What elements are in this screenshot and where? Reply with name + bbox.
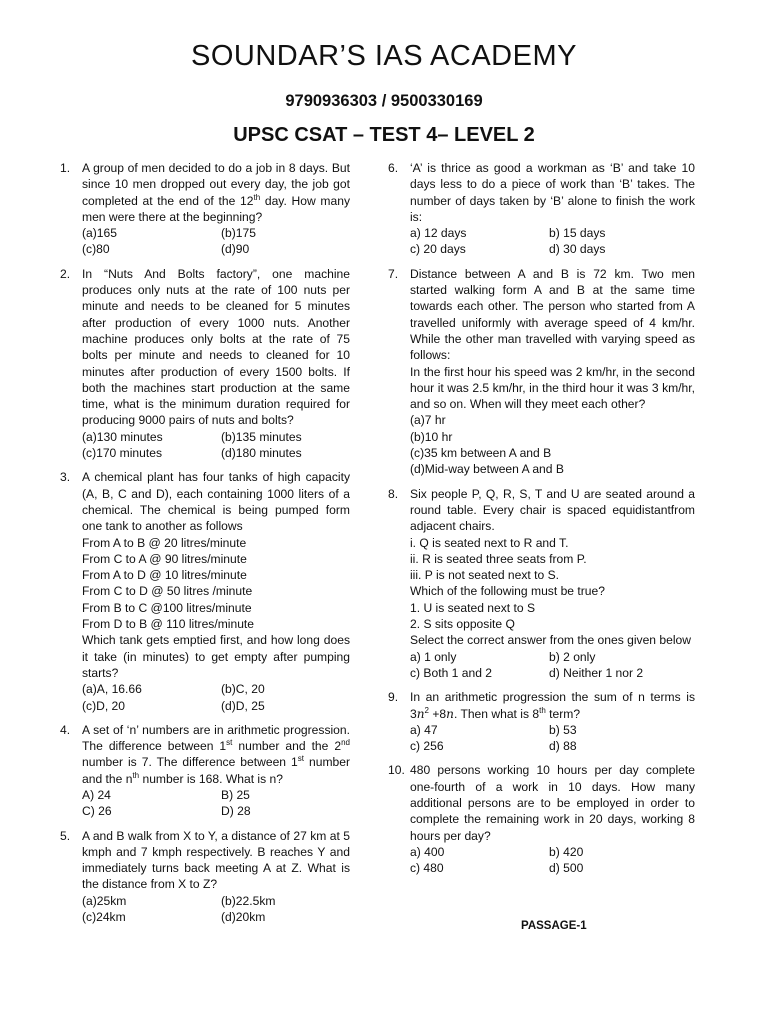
option-a: (a)165	[82, 226, 117, 241]
statement-line: Which of the following must be true?	[410, 584, 605, 599]
phone-numbers: 9790936303 / 9500330169	[285, 92, 483, 110]
question-9	[388, 689, 695, 754]
question-1	[60, 160, 350, 258]
question-text-part: day. How many men were there at the beginning?	[82, 193, 350, 224]
question-text-continued: Select the correct answer from the ones given below	[410, 633, 691, 648]
option-b: B) 25	[221, 787, 250, 802]
option-b: b) 420	[549, 844, 584, 859]
question-text: A and B walk from X to Y, a distance of 27 km at 5 kmph and 7 kmph respectively. B reaches Y and immediately turns back meeting A at Z. What is the distance from X to Z?	[82, 828, 350, 892]
options	[82, 893, 350, 926]
question-2	[60, 266, 350, 462]
statement-line: 2. S sits opposite Q	[410, 617, 515, 632]
question-number: 2.	[60, 266, 71, 281]
question-text-part: number and the 2	[232, 739, 342, 754]
option-d: (d)Mid-way between A and B	[410, 462, 564, 477]
options	[82, 681, 350, 714]
question-3	[60, 469, 350, 713]
pump-line: From C to A @ 90 litres/minute	[82, 551, 247, 566]
question-number: 6.	[388, 161, 399, 175]
question-number: 8.	[388, 486, 399, 501]
options	[410, 649, 695, 682]
option-d: (d)D, 25	[221, 698, 265, 713]
option-b: b) 2 only	[549, 649, 596, 664]
question-text-part: . Then what is 8	[453, 706, 540, 721]
math-variable: n	[416, 706, 425, 721]
options	[410, 844, 695, 877]
option-a: a) 47	[410, 722, 438, 737]
option-c: c) 20 days	[410, 242, 466, 257]
superscript: th	[253, 192, 261, 202]
pump-line: From A to B @ 20 litres/minute	[82, 535, 247, 550]
option-d: d) 30 days	[549, 242, 606, 257]
option-c: (c)24km	[82, 910, 126, 925]
option-c: c) 256	[410, 739, 444, 754]
passage-heading: PASSAGE-1	[521, 920, 587, 932]
option-c: (c)80	[82, 242, 110, 257]
option-d: d) Neither 1 nor 2	[549, 665, 644, 680]
question-text: Distance between A and B is 72 km. Two men started walking form A and B at the same time towards each other. The person who started from A travelled uniformly with average speed of 4 km/hr. While the other man travelled with varying speed as follows:	[410, 266, 695, 363]
page-title: SOUNDAR’S IAS ACADEMY	[191, 40, 577, 72]
pump-line: From D to B @ 110 litres/minute	[82, 617, 255, 632]
question-number: 7.	[388, 266, 399, 281]
right-column	[388, 160, 695, 884]
question-text	[82, 160, 350, 225]
pump-line: From A to D @ 10 litres/minute	[82, 568, 247, 583]
option-a: a) 12 days	[410, 226, 467, 241]
option-a: (a)130 minutes	[82, 429, 163, 444]
pump-line: From B to C @100 litres/minute	[82, 600, 252, 615]
question-text-part: +8	[428, 706, 447, 721]
option-d: d) 500	[549, 861, 584, 876]
statement-line: ii. R is seated three seats from P.	[410, 551, 587, 566]
question-4	[60, 722, 350, 820]
question-number: 9.	[388, 690, 399, 705]
superscript: st	[297, 754, 304, 764]
option-c: (c)170 minutes	[82, 446, 162, 461]
left-column	[60, 160, 350, 933]
question-text-part: number and the n	[82, 755, 350, 786]
options	[82, 225, 350, 258]
option-d: (d)20km	[221, 910, 266, 925]
question-text-part: A group of men decided to do a job in 8 days. But since 10 men dropped out every day, the job got completed at the end of the 12	[82, 161, 350, 208]
option-d: (d)180 minutes	[221, 446, 302, 461]
question-10	[388, 762, 695, 876]
options	[410, 722, 695, 755]
option-a: (a)7 hr	[410, 413, 446, 428]
question-text-part: number is 7. The difference between 1	[82, 755, 298, 770]
statement-line: i. Q is seated next to R and T.	[410, 535, 569, 550]
option-b: b) 53	[549, 722, 577, 737]
option-d: (d)90	[221, 242, 250, 257]
test-subtitle: UPSC CSAT – TEST 4– LEVEL 2	[233, 124, 535, 146]
question-text-part: term?	[545, 706, 581, 721]
option-b: (b)22.5km	[221, 893, 276, 908]
options	[82, 429, 350, 462]
question-text	[410, 689, 695, 722]
statement-line: iii. P is not seated next to S.	[410, 568, 560, 583]
question-number: 4.	[60, 722, 71, 737]
question-text: A chemical plant has four tanks of high capacity (A, B, C and D), each containing 1000 liters of a chemical. The chemical is being pumped form one tank to another as follows	[82, 470, 350, 534]
question-text	[82, 722, 350, 787]
question-number: 3.	[60, 470, 71, 485]
superscript: th	[132, 770, 140, 780]
question-text-continued: Which tank gets emptied first, and how long does it take (in minutes) to get empty after pumping starts?	[82, 633, 350, 680]
superscript: 2	[424, 705, 429, 715]
option-a: (a)A, 16.66	[82, 682, 142, 697]
option-c: (c)35 km between A and B	[410, 446, 552, 461]
question-6	[388, 160, 695, 258]
option-b: (b)175	[221, 226, 256, 241]
question-text-part: A set of ‘n’ numbers are in arithmetic progression. The difference between 1	[82, 722, 350, 754]
statement-line: 1. U is seated next to S	[410, 600, 536, 615]
question-text: ‘A’ is thrice as good a workman as ‘B’ and take 10 days less to do a piece of work than ‘B’ takes. The number of days taken by ‘B’ alone to finish the work is:	[410, 161, 695, 224]
question-text: 480 persons working 10 hours per day complete one-fourth of a work in 10 days. How many additional persons are to be employed in order to complete the remaining work in 20 days, working 8 hours per day?	[410, 763, 695, 843]
option-c: (c)D, 20	[82, 698, 126, 713]
option-c: c) Both 1 and 2	[410, 665, 493, 680]
option-a: a) 1 only	[410, 649, 457, 664]
option-c: C) 26	[82, 804, 112, 819]
question-text-continued: In the first hour his speed was 2 km/hr, in the second hour it was 2.5 km/hr, in the third hour it was 3 km/hr, and so on. When will they meet each other?	[410, 364, 695, 412]
option-b: (b)10 hr	[410, 429, 453, 444]
option-b: (b)135 minutes	[221, 429, 302, 444]
question-text-part: In an arithmetic progression the sum of n terms is 3	[410, 690, 695, 721]
options	[82, 787, 350, 820]
question-5	[60, 828, 350, 926]
question-text: In “Nuts And Bolts factory”, one machine produces only nuts at the rate of 100 nuts per minute and needs to be cleaned for 5 minutes after production of every 1000 nuts. Another machine produces only bolts at the rate of 75 bolts per minute and needs to cleaned for 10 minutes after production of every 1500 bolts. If both the machines start production at the same time, what is the minimum duration required for producing 9000 pairs of nuts and bolts?	[82, 266, 350, 428]
question-7	[388, 266, 695, 478]
option-a: a) 400	[410, 844, 445, 859]
question-number: 1.	[60, 161, 71, 175]
superscript: nd	[341, 738, 351, 748]
question-text-part: number is 168. What is n?	[139, 771, 283, 786]
question-8	[388, 486, 695, 682]
option-a: A) 24	[82, 787, 111, 802]
option-d: D) 28	[221, 804, 251, 819]
superscript: th	[539, 705, 546, 715]
superscript: st	[226, 738, 233, 748]
option-b: b) 15 days	[549, 226, 606, 241]
pump-line: From C to D @ 50 litres /minute	[82, 584, 253, 599]
option-a: (a)25km	[82, 893, 127, 908]
question-number: 5.	[60, 828, 71, 843]
question-text: Six people P, Q, R, S, T and U are seated around a round table. Every chair is spaced equidistantfrom adjacent chairs.	[410, 486, 695, 534]
math-variable: n	[446, 706, 454, 721]
option-d: d) 88	[549, 739, 577, 754]
question-number: 10.	[388, 763, 405, 778]
options	[410, 225, 695, 258]
option-c: c) 480	[410, 861, 444, 876]
option-b: (b)C, 20	[221, 682, 265, 697]
